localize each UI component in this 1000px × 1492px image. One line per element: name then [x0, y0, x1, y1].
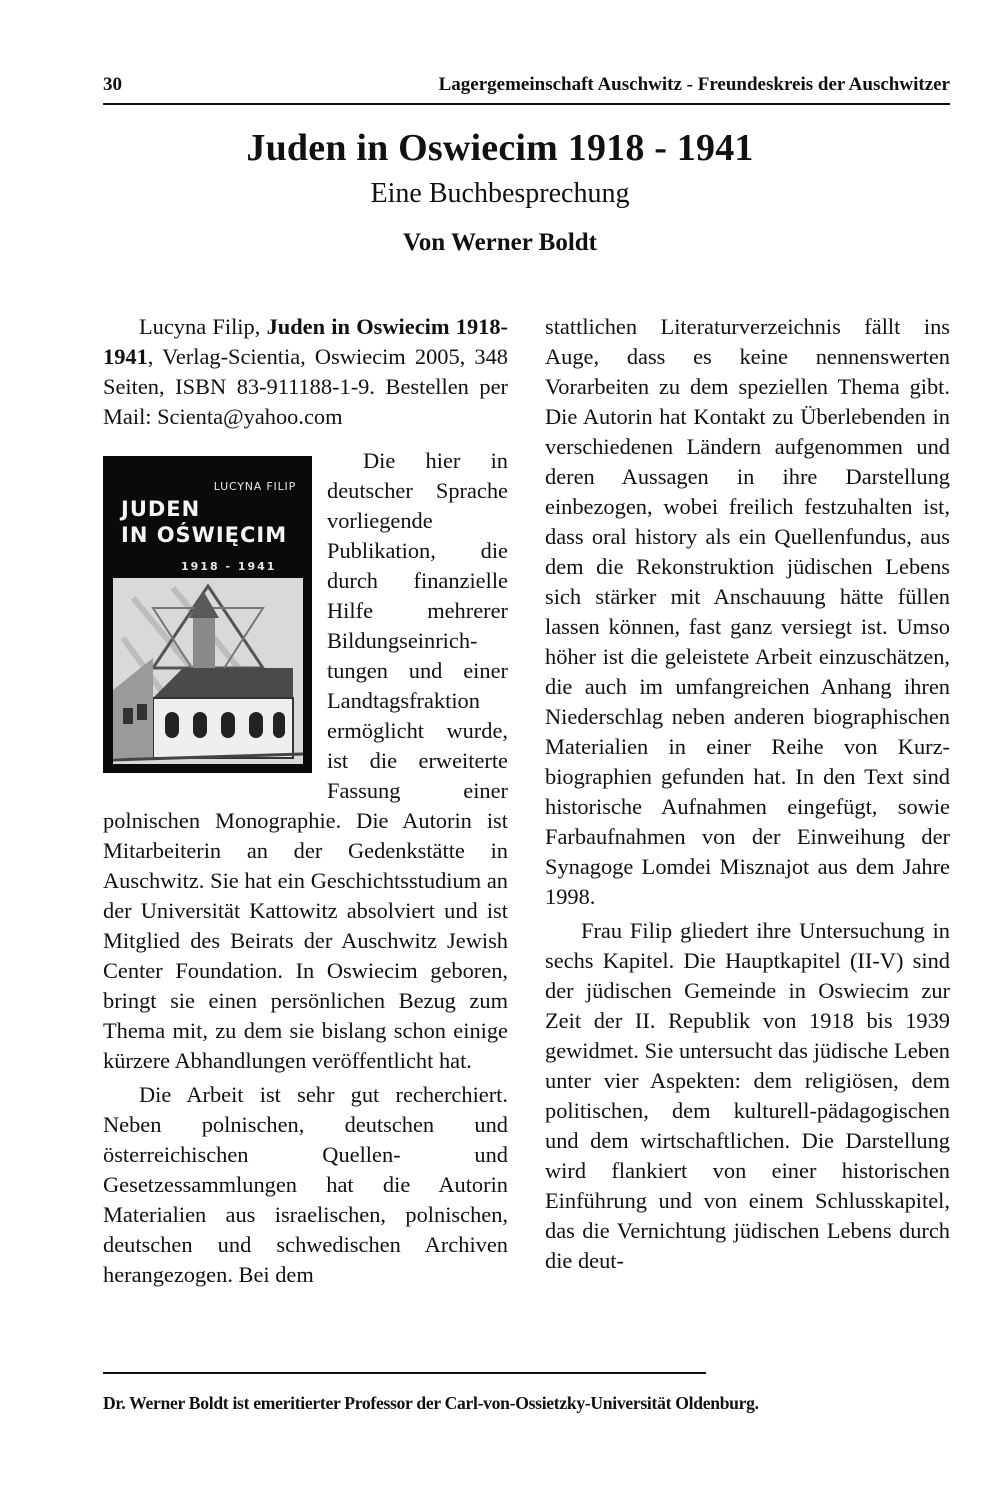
running-header — [103, 74, 950, 102]
cover-synagogue-sketch — [113, 578, 303, 764]
citation-author: Lucyna Filip, — [139, 314, 267, 339]
running-title: Lagergemeinschaft Auschwitz - Freundeskreis der Auschwitzer — [438, 74, 950, 95]
left-para-wrap — [103, 446, 508, 1076]
cover-author: LUCYNA FILIP — [213, 480, 296, 493]
page-number: 30 — [103, 74, 122, 95]
article-author: Von Werner Boldt — [402, 229, 598, 256]
citation-details: , Verlag-Scientia, Oswiecim 2005, 348 Seiten, ISBN 83-911188-1-9. Bestellen per Mail: Scienta@yahoo.com — [103, 344, 508, 429]
book-cover — [103, 456, 312, 773]
left-paragraph-2: Die Arbeit ist sehr gut recherchiert. Neben polnischen, deutschen und österreichischen Quellen- und Gesetzessammlungen hat die Autorin Materialien aus israelischen, polnischen, deutschen und schwedischen Archiven herangezogen. Bei dem — [103, 1082, 508, 1287]
book-citation — [103, 312, 508, 432]
footnote-rule — [103, 1372, 706, 1374]
left-column — [103, 312, 508, 1290]
article-subtitle: Eine Buchbesprechung — [370, 178, 630, 209]
cover-years: 1918 - 1941 — [181, 560, 277, 573]
cover-title-line2: IN OŚWIĘCIM — [121, 523, 288, 547]
article-title: Juden in Oswiecim 1918 - 1941 — [246, 127, 754, 169]
right-column — [545, 312, 950, 1276]
cover-title-line1: JUDEN — [121, 497, 201, 521]
left-paragraph-1: Die hier in deutscher Sprache vorliegende Publikation, die durch finanzielle Hilfe mehrerer Bildungseinrichtungen und einer Landtagsfraktion ermöglicht wurde, ist die erweiterte Fassung einer polnischen Monographie. Die Autorin ist Mitarbeiterin an der Gedenkstätte in Auschwitz. Sie hat ein Geschichtsstudium an der Universität Kattowitz absolviert und ist Mitglied des Beirats der Auschwitz Jewish Center Foundation. In Oswiecim geboren, bringt sie einen persönlichen Bezug zum Thema mit, zu dem sie bislang schon einige kürzere Abhandlungen veröffentlicht hat. — [103, 448, 508, 1073]
cover-title — [121, 496, 287, 548]
right-paragraph-1: stattlichen Literaturverzeichnis fällt ins Auge, dass es keine nennenswerten Vorarbeiten zu dem speziellen Thema gibt. Die Autorin hat Kontakt zu Überlebenden in verschiedenen Ländern aufgenommen und deren Aussagen in ihre Darstellung einbezogen, wobei freilich festzuhalten ist, dass oral history als ein Quellenfundus, aus dem die Rekonstruktion jüdischen Lebens sich stärker mit Anschauung hätte füllen lassen können, fast ganz versiegt ist. Umso höher ist die geleistete Arbeit einzuschätzen, die auch im umfangreichen Anhang ihren Niederschlag neben anderen biographischen Materialien in einer Reihe von Kurzbiographien gefunden hat. In den Text sind historische Aufnahmen eingefügt, sowie Farbaufnahmen von der Einweihung der Synagoge Lomdei Misznajot aus dem Jahre 1998. — [545, 314, 950, 909]
citation-title: Juden in Oswiecim 1918-1941 — [103, 314, 508, 369]
author-footnote: Dr. Werner Boldt ist emeritierter Professor der Carl-von-Ossietzky-Universität Oldenburg. — [103, 1393, 759, 1413]
right-paragraph-2: Frau Filip gliedert ihre Untersuchung in sechs Kapitel. Die Hauptkapitel (II-V) sind der jüdischen Gemeinde in Oswiecim zur Zeit der II. Republik von 1918 bis 1939 gewidmet. Sie untersucht das jüdische Leben unter vier Aspekten: dem religiösen, dem politischen, dem kulturell-pädagogischen und dem wirtschaftlichen. Die Darstellung wird flankiert von einer historischen Einführung und von einem Schlusskapitel, das die Vernichtung jüdischen Lebens durch die deut- — [545, 918, 950, 1273]
header-rule — [103, 103, 950, 105]
